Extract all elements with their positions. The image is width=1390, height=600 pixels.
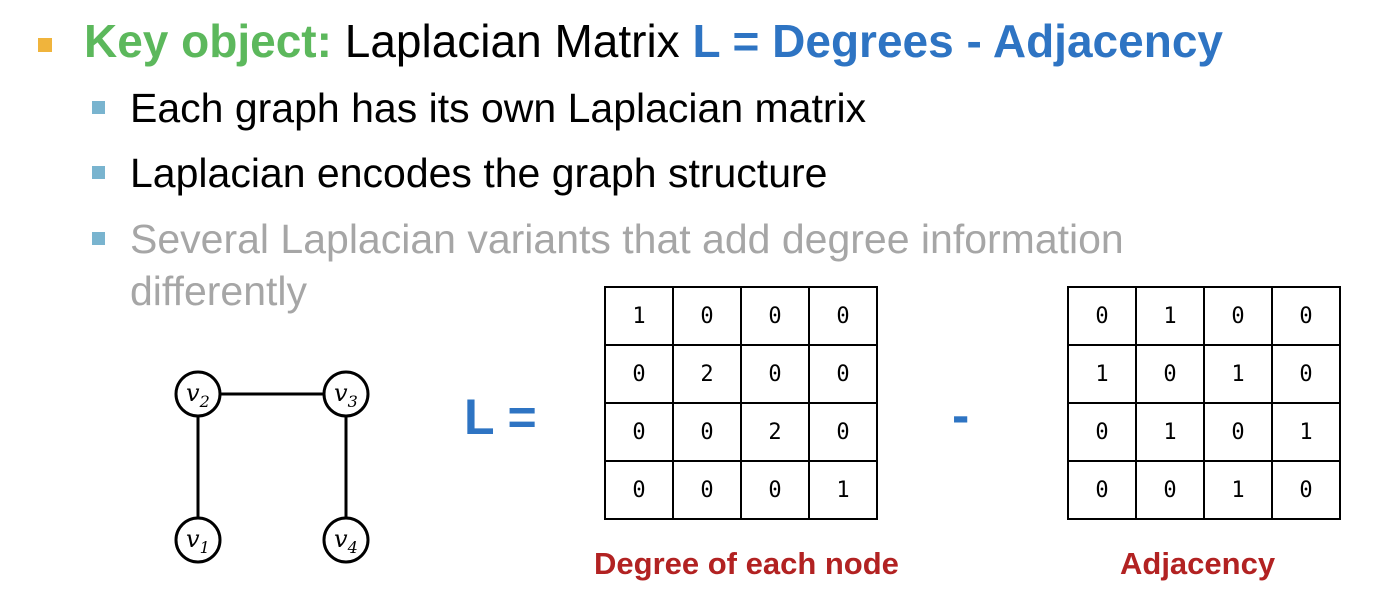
- bullet-text: Each graph has its own Laplacian matrix: [130, 85, 867, 131]
- svg-text:v1: $v_1$: [186, 525, 210, 557]
- matrix-cell: 0: [673, 403, 741, 461]
- sub-bullet-2: [92, 150, 827, 197]
- matrix-cell: 1: [809, 461, 877, 519]
- matrix-cell: 0: [1204, 403, 1272, 461]
- adjacency-matrix: [1067, 286, 1341, 520]
- matrix-cell: 0: [1204, 287, 1272, 345]
- matrix-cell: 1: [1136, 403, 1204, 461]
- matrix-row: [1068, 403, 1340, 461]
- matrix-cell: 0: [673, 461, 741, 519]
- sub-bullet-1: [92, 85, 866, 132]
- node-v3: [324, 372, 368, 416]
- node-v4: [324, 518, 368, 562]
- matrix-row: [1068, 287, 1340, 345]
- node-v2: [176, 372, 220, 416]
- svg-text:v2: $v_2$: [186, 379, 210, 411]
- matrix-cell: 2: [673, 345, 741, 403]
- matrix-cell: 0: [1272, 345, 1340, 403]
- matrix-cell: 0: [1272, 287, 1340, 345]
- matrix-cell: 2: [741, 403, 809, 461]
- laplacian-formula: L = Degrees - Adjacency: [692, 15, 1223, 67]
- bullet-text: Several Laplacian variants that add degree information: [130, 216, 1124, 262]
- matrix-row: [605, 403, 877, 461]
- key-object-label: Key object:: [84, 15, 332, 67]
- matrix-cell: 0: [1068, 403, 1136, 461]
- matrix-cell: 0: [605, 461, 673, 519]
- matrix-cell: 0: [605, 403, 673, 461]
- matrix-cell: 0: [741, 287, 809, 345]
- matrix-cell: 0: [809, 287, 877, 345]
- node-v1: [176, 518, 220, 562]
- square-bullet-icon: [92, 166, 105, 179]
- matrix-cell: 0: [1136, 345, 1204, 403]
- minus-operator: -: [952, 387, 970, 445]
- matrix-cell: 0: [1068, 287, 1136, 345]
- degree-caption: Degree of each node: [594, 546, 899, 581]
- matrix-row: [1068, 461, 1340, 519]
- matrix-cell: 0: [741, 345, 809, 403]
- svg-text:v3: $v_3$: [334, 379, 358, 411]
- bullet-text: Laplacian encodes the graph structure: [130, 150, 828, 196]
- adjacency-caption: Adjacency: [1120, 546, 1276, 581]
- degree-matrix: [604, 286, 878, 520]
- matrix-row: [605, 345, 877, 403]
- bullet-text-continuation: differently: [130, 268, 308, 314]
- graph-diagram: [150, 350, 400, 580]
- matrix-row: [1068, 345, 1340, 403]
- matrix-cell: 1: [1272, 403, 1340, 461]
- matrix-row: [605, 461, 877, 519]
- matrix-cell: 0: [741, 461, 809, 519]
- matrix-cell: 0: [809, 403, 877, 461]
- sub-bullet-3: [92, 216, 1124, 263]
- main-bullet: [38, 14, 1223, 68]
- square-bullet-icon: [38, 38, 52, 52]
- matrix-cell: 0: [673, 287, 741, 345]
- matrix-cell: 0: [1136, 461, 1204, 519]
- matrix-cell: 0: [809, 345, 877, 403]
- l-equals-label: L =: [464, 389, 537, 445]
- matrix-cell: 1: [1068, 345, 1136, 403]
- matrix-cell: 1: [1204, 461, 1272, 519]
- matrix-cell: 1: [605, 287, 673, 345]
- matrix-cell: 0: [1068, 461, 1136, 519]
- graph-edges: [198, 394, 346, 518]
- header-text: Laplacian Matrix: [344, 15, 680, 67]
- square-bullet-icon: [92, 101, 105, 114]
- matrix-cell: 1: [1204, 345, 1272, 403]
- matrix-row: [605, 287, 877, 345]
- svg-text:v4: $v_4$: [334, 525, 358, 557]
- matrix-cell: 0: [605, 345, 673, 403]
- matrix-cell: 1: [1136, 287, 1204, 345]
- matrix-cell: 0: [1272, 461, 1340, 519]
- square-bullet-icon: [92, 232, 105, 245]
